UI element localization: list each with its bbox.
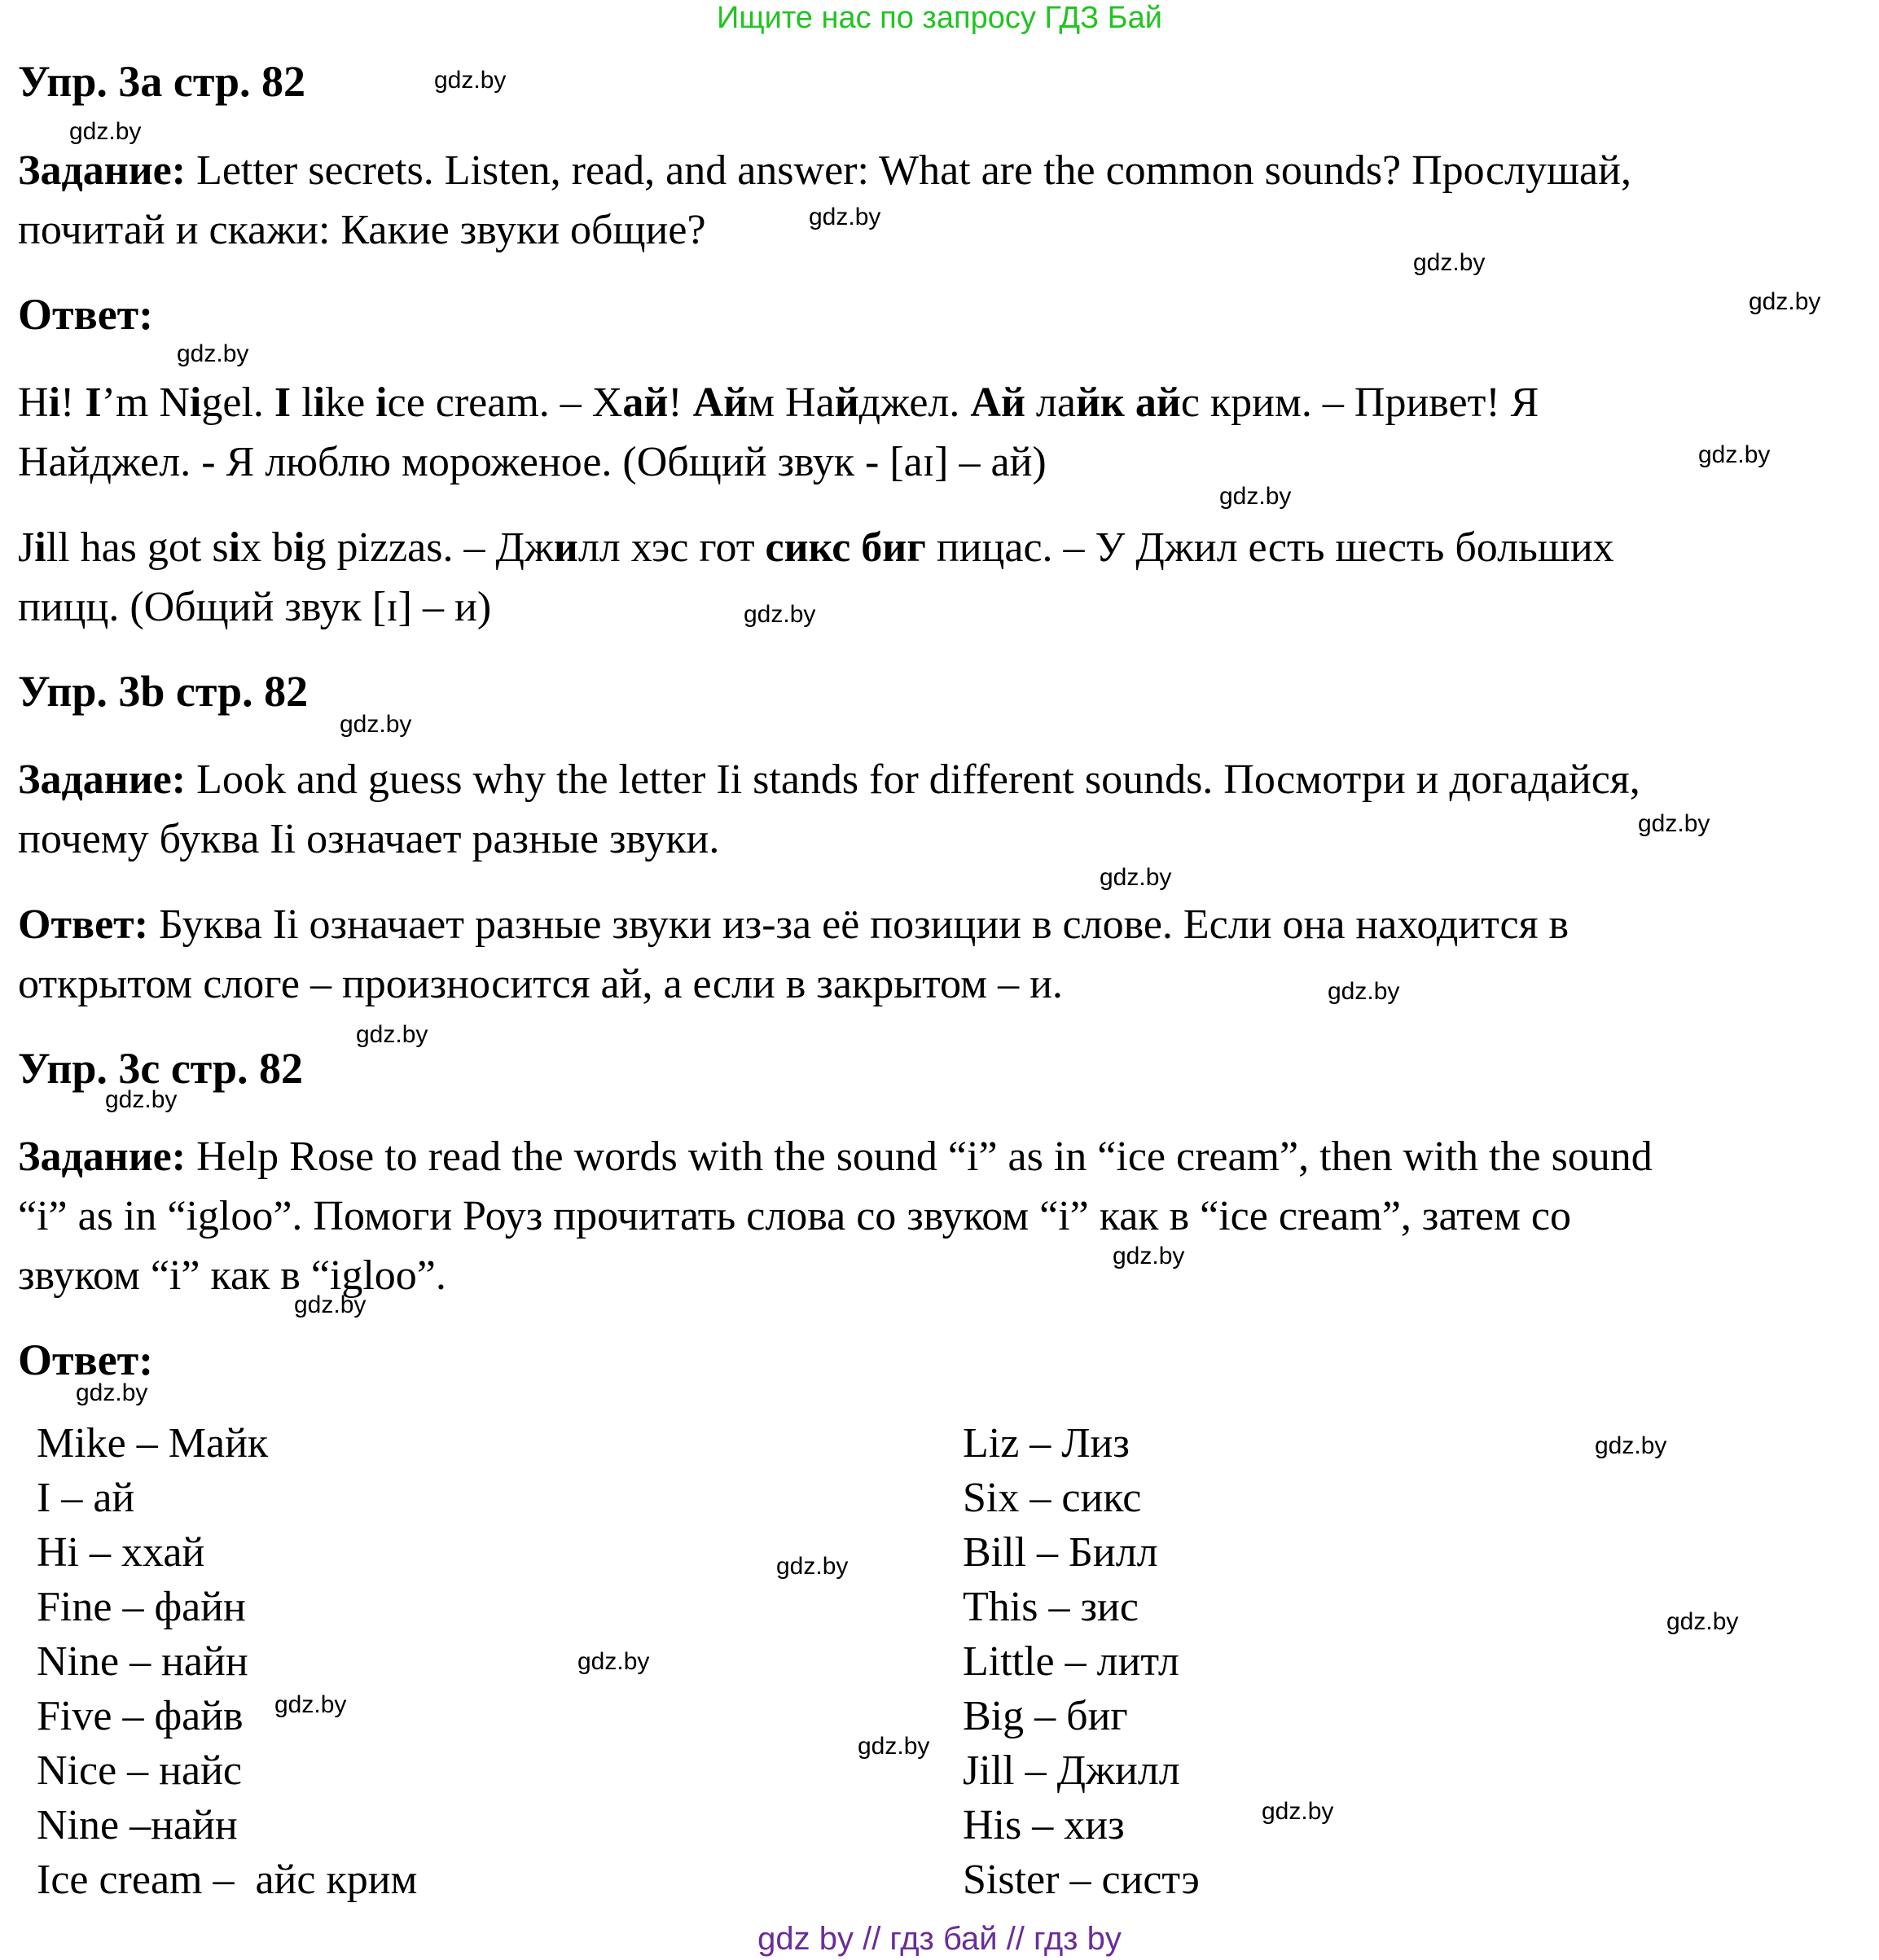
watermark: gdz.by <box>1698 441 1771 468</box>
watermark: gdz.by <box>1113 1243 1185 1269</box>
exercise-3b-answer-line2: открытом слоге – произносится ай, а если в закрытом – и. <box>18 961 1063 1007</box>
word-pair-left: Mike – Майк <box>37 1420 269 1467</box>
watermark: gdz.by <box>1413 249 1486 276</box>
word-pair-left: Nine – найн <box>37 1638 248 1685</box>
exercise-3c-task-line1 <box>18 1127 1860 1186</box>
task-text: Letter secrets. Listen, read, and answer: What are the common sounds? Прослушай, <box>186 147 1631 194</box>
exercise-3a-answer-line4: пицц. (Общий звук [ɪ] – и) <box>18 584 492 630</box>
exercise-3a-task-line2: почитай и скажи: Какие звуки общие? <box>18 207 706 253</box>
watermark: gdz.by <box>76 1379 148 1406</box>
watermark: gdz.by <box>1100 864 1172 891</box>
watermark: gdz.by <box>69 118 142 145</box>
watermark: gdz.by <box>274 1691 347 1718</box>
watermark: gdz.by <box>744 601 816 628</box>
word-pair-left: Nine –найн <box>37 1802 238 1848</box>
watermark: gdz.by <box>356 1021 428 1048</box>
watermark: gdz.by <box>434 67 507 94</box>
top-banner: Ищите нас по запросу ГДЗ Бай <box>717 1 1162 35</box>
exercise-3a-answer-line1: Hi! I’m Nigel. I like ice cream. – Хай! Айм Найджел. Ай лайк айс крим. – Привет! Я <box>18 379 1539 426</box>
watermark: gdz.by <box>577 1648 650 1675</box>
word-pair-left: I – ай <box>37 1475 135 1521</box>
word-pair-right: Big – биг <box>963 1693 1128 1739</box>
word-pair-right: His – хиз <box>963 1802 1125 1848</box>
watermark: gdz.by <box>809 204 881 230</box>
watermark: gdz.by <box>1749 288 1821 315</box>
watermark: gdz.by <box>776 1553 849 1580</box>
task-text: Help Rose to read the words with the sound “i” as in “ice cream”, then with the sound <box>186 1133 1653 1180</box>
watermark: gdz.by <box>858 1733 930 1760</box>
exercise-3b-answer-line1 <box>18 895 1860 954</box>
task-label: Задание: <box>18 756 187 803</box>
watermark: gdz.by <box>177 340 249 367</box>
word-pair-left: Five – файв <box>37 1693 244 1739</box>
exercise-3b-heading: Упр. 3b стр. 82 <box>18 667 309 716</box>
exercise-3a-answer-line2: Найджел. - Я люблю мороженое. (Общий звук - [aɪ] – ай) <box>18 439 1047 485</box>
watermark: gdz.by <box>1638 810 1710 837</box>
exercise-3c-task-line3: звуком “i” как в “igloo”. <box>18 1252 446 1299</box>
answer-label: Ответ: <box>18 901 149 948</box>
task-label: Задание: <box>18 1133 187 1180</box>
exercise-3a-task-line1 <box>18 141 1860 200</box>
watermark: gdz.by <box>340 711 412 738</box>
word-pair-right: This – зис <box>963 1584 1139 1630</box>
watermark: gdz.by <box>1262 1798 1334 1825</box>
exercise-3a-answer-line3: Jill has got six big pizzas. – Джилл хэс гот сикс биг пицас. – У Джил есть шесть больших <box>18 524 1614 571</box>
word-pair-left: Nice – найс <box>37 1747 242 1794</box>
exercise-3c-answer-label: Ответ: <box>18 1335 154 1384</box>
word-pair-right: Bill – Билл <box>963 1529 1158 1576</box>
task-label: Задание: <box>18 147 187 194</box>
exercise-3b-task-line1 <box>18 750 1860 809</box>
watermark: gdz.by <box>1595 1432 1667 1459</box>
exercise-3b-task-line2: почему буква Ii означает разные звуки. <box>18 816 720 862</box>
exercise-3a-answer-label: Ответ: <box>18 290 154 339</box>
word-pair-right: Little – литл <box>963 1638 1179 1685</box>
word-pair-right: Liz – Лиз <box>963 1420 1130 1467</box>
task-text: Look and guess why the letter Ii stands for different sounds. Посмотри и догадайся, <box>186 756 1640 803</box>
word-pair-left: Ice cream – айс крим <box>37 1857 418 1903</box>
word-pair-right: Sister – систэ <box>963 1857 1200 1903</box>
watermark: gdz.by <box>1219 483 1292 510</box>
watermark: gdz.by <box>294 1291 367 1318</box>
answer-text: Буква Ii означает разные звуки из-за её позиции в слове. Если она находится в <box>148 901 1569 948</box>
watermark: gdz.by <box>105 1086 178 1113</box>
exercise-3a-heading: Упр. 3а стр. 82 <box>18 57 306 106</box>
exercise-3c-task-line2: “i” as in “igloo”. Помоги Роуз прочитать слова со звуком “i” как в “ice cream”, затем со <box>18 1193 1571 1239</box>
word-pair-right: Six – сикс <box>963 1475 1142 1521</box>
word-pair-right: Jill – Джилл <box>963 1747 1180 1794</box>
exercise-3c-heading: Упр. 3с стр. 82 <box>18 1044 303 1093</box>
watermark: gdz.by <box>1328 978 1400 1005</box>
watermark: gdz.by <box>1666 1608 1739 1635</box>
footer-watermark: gdz by // гдз бай // гдз by <box>757 1921 1122 1957</box>
word-pair-left: Fine – файн <box>37 1584 246 1630</box>
word-pair-left: Hi – ххай <box>37 1529 205 1576</box>
